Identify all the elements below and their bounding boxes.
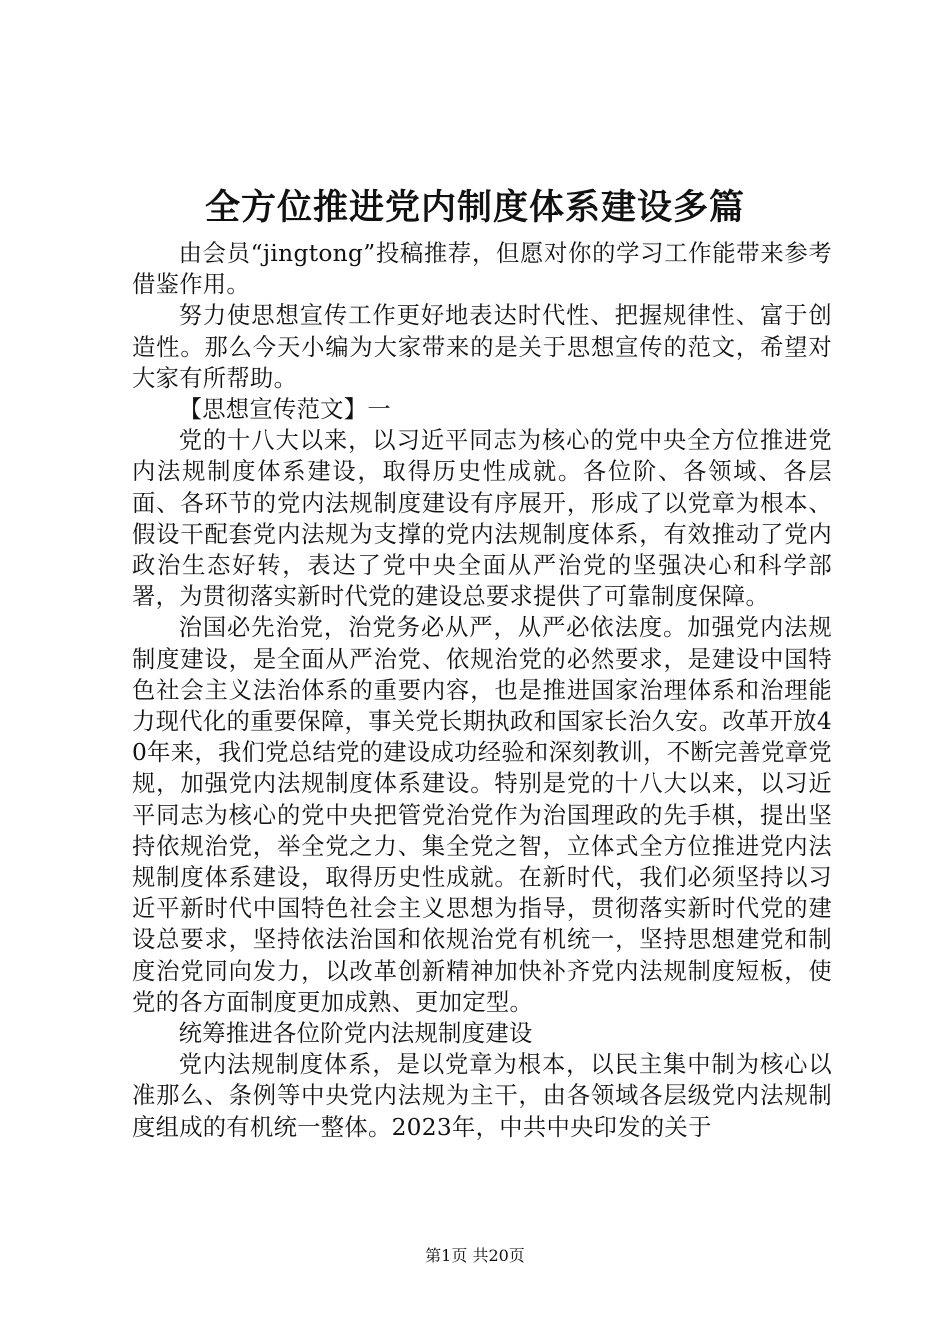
paragraph-intro: 由会员“jingtong”投稿推荐，但愿对你的学习工作能带来参考借鉴作用。 [132,240,832,299]
document-body [132,238,832,1143]
section-heading-coordination: 统筹推进各位阶党内法规制度建设 [178,1020,533,1048]
paragraph-system-definition: 党内法规制度体系，是以党章为根本，以民主集中制为核心以准那么、条例等中央党内法规为主干，由各领域各层级党内法规制度组成的有机统一整体。2023年，中共中央印发的关于 [132,1051,832,1141]
paragraph-achievements: 党的十八大以来，以习近平同志为核心的党中央全方位推进党内法规制度体系建设，取得历史性成就。各位阶、各领域、各层面、各环节的党内法规制度建设有序展开，形成了以党章为根本、假设干配套党内法规为支撑的党内法规制度体系，有效推动了党内政治生态好转，表达了党中央全面从严治党的坚强决心和科学部署，为贯彻落实新时代党的建设总要求提供了可靠制度保障。 [132,427,832,611]
paragraph-governance: 治国必先治党，治党务必从严，从严必依法度。加强党内法规制度建设，是全面从严治党、依规治党的必然要求，是建设中国特色社会主义法治体系的重要内容，也是推进国家治理体系和治理能力现代化的重要保障，事关党长期执政和国家长治久安。改革开放40年来，我们党总结党的建设成功经验和深刻教训，不断完善党章党规，加强党内法规制度体系建设。特别是党的十八大以来，以习近平同志为核心的党中央把管党治党作为治国理政的先手棋，提出坚持依规治党，举全党之力、集全党之智，立体式全方位推进党内法规制度体系建设，取得历史性成就。在新时代，我们必须坚持以习近平新时代中国特色社会主义思想为指导，贯彻落实新时代党的建设总要求，坚持依法治国和依规治党有机统一，坚持思想建党和制度治党同向发力，以改革创新精神加快补齐党内法规制度短板，使党的各方面制度更加成熟、更加定型。 [132,614,832,1016]
page-title: 全方位推进党内制度体系建设多篇 [204,187,745,228]
section-heading-sample-one: 【思想宣传范文】一 [178,396,391,424]
page-footer: 第1页 共20页 [425,1246,525,1265]
paragraph-preface: 努力使思想宣传工作更好地表达时代性、把握规律性、富于创造性。那么今天小编为大家带来的是关于思想宣传的范文，希望对大家有所帮助。 [132,302,832,392]
